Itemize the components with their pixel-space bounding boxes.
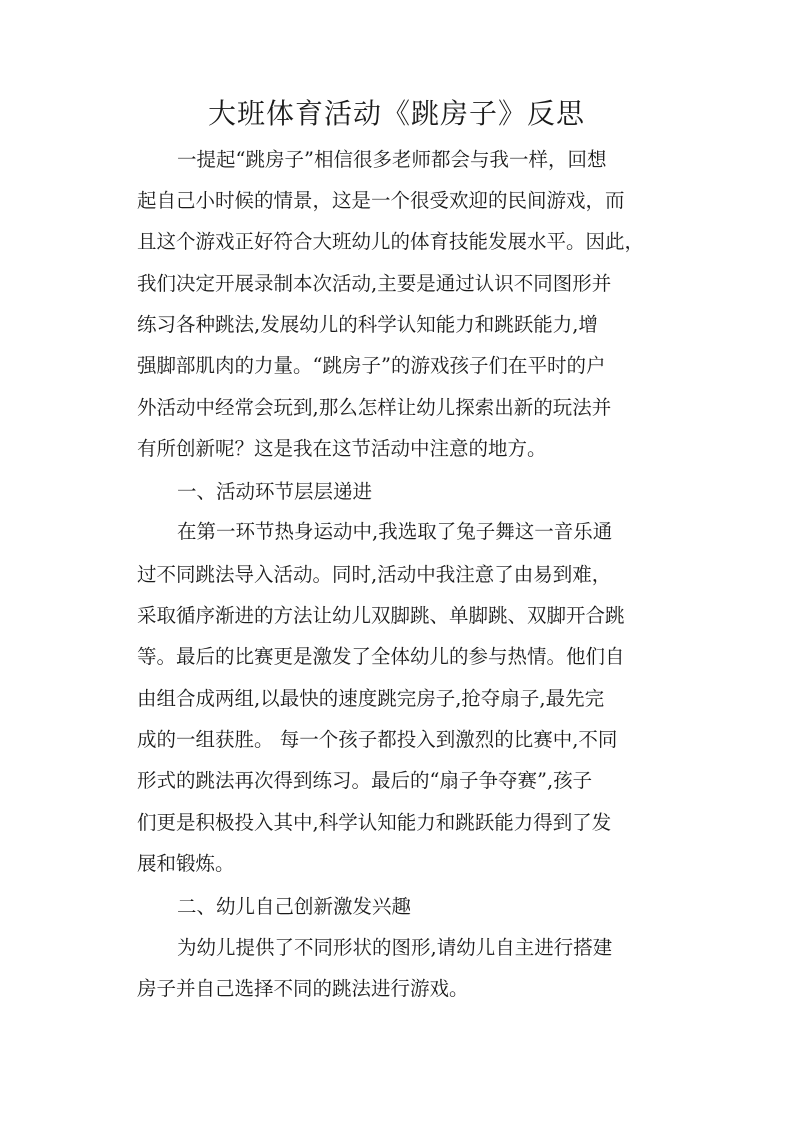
text-line: 成的一组获胜。 每一个孩子都投入到激烈的比赛中,不同 xyxy=(137,728,618,751)
text-line: 我们决定开展录制本次活动,主要是通过认识不同图形并 xyxy=(137,272,612,295)
text-line: 采取循序渐进的方法让幼儿双脚跳、单脚跳、双脚开合跳 xyxy=(137,604,625,627)
text-line: 过不同跳法导入活动。同时,活动中我注意了由易到难， xyxy=(137,563,612,586)
text-line: 且这个游戏正好符合大班幼儿的体育技能发展水平。因此， xyxy=(137,230,645,253)
section-heading: 二、幼儿自己创新激发兴趣 xyxy=(177,895,412,918)
text-line: 在第一环节热身运动中,我选取了兔子舞这一音乐通 xyxy=(177,520,613,543)
text-line: 外活动中经常会玩到,那么怎样让幼儿探索出新的玩法并 xyxy=(137,396,612,419)
text-line: 为幼儿提供了不同形状的图形,请幼儿自主进行搭建 xyxy=(177,936,613,959)
text-line: 由组合成两组,以最快的速度跳完房子,抢夺扇子,最先完 xyxy=(137,687,605,710)
text-line: 有所创新呢？这是我在这节活动中注意的地方。 xyxy=(137,437,547,460)
section-heading: 一、活动环节层层递进 xyxy=(177,480,373,503)
text-line: 一提起“跳房子”相信很多老师都会与我一样，回想 xyxy=(177,148,607,171)
text-line: 房子并自己选择不同的跳法进行游戏。 xyxy=(137,977,469,1000)
text-line: 等。最后的比赛更是激发了全体幼儿的参与热情。他们自 xyxy=(137,645,625,668)
page-title: 大班体育活动《跳房子》反思 xyxy=(207,97,585,130)
text-line: 展和锻炼。 xyxy=(137,852,235,875)
text-line: 强脚部肌肉的力量。“跳房子”的游戏孩子们在平时的户 xyxy=(137,354,606,377)
text-line: 形式的跳法再次得到练习。最后的“扇子争夺赛”,孩子 xyxy=(137,769,593,792)
text-line: 练习各种跳法,发展幼儿的科学认知能力和跳跃能力,增 xyxy=(137,313,598,336)
text-line: 起自己小时候的情景，这是一个很受欢迎的民间游戏，而 xyxy=(137,189,625,212)
text-line: 们更是积极投入其中,科学认知能力和跳跃能力得到了发 xyxy=(137,811,612,834)
